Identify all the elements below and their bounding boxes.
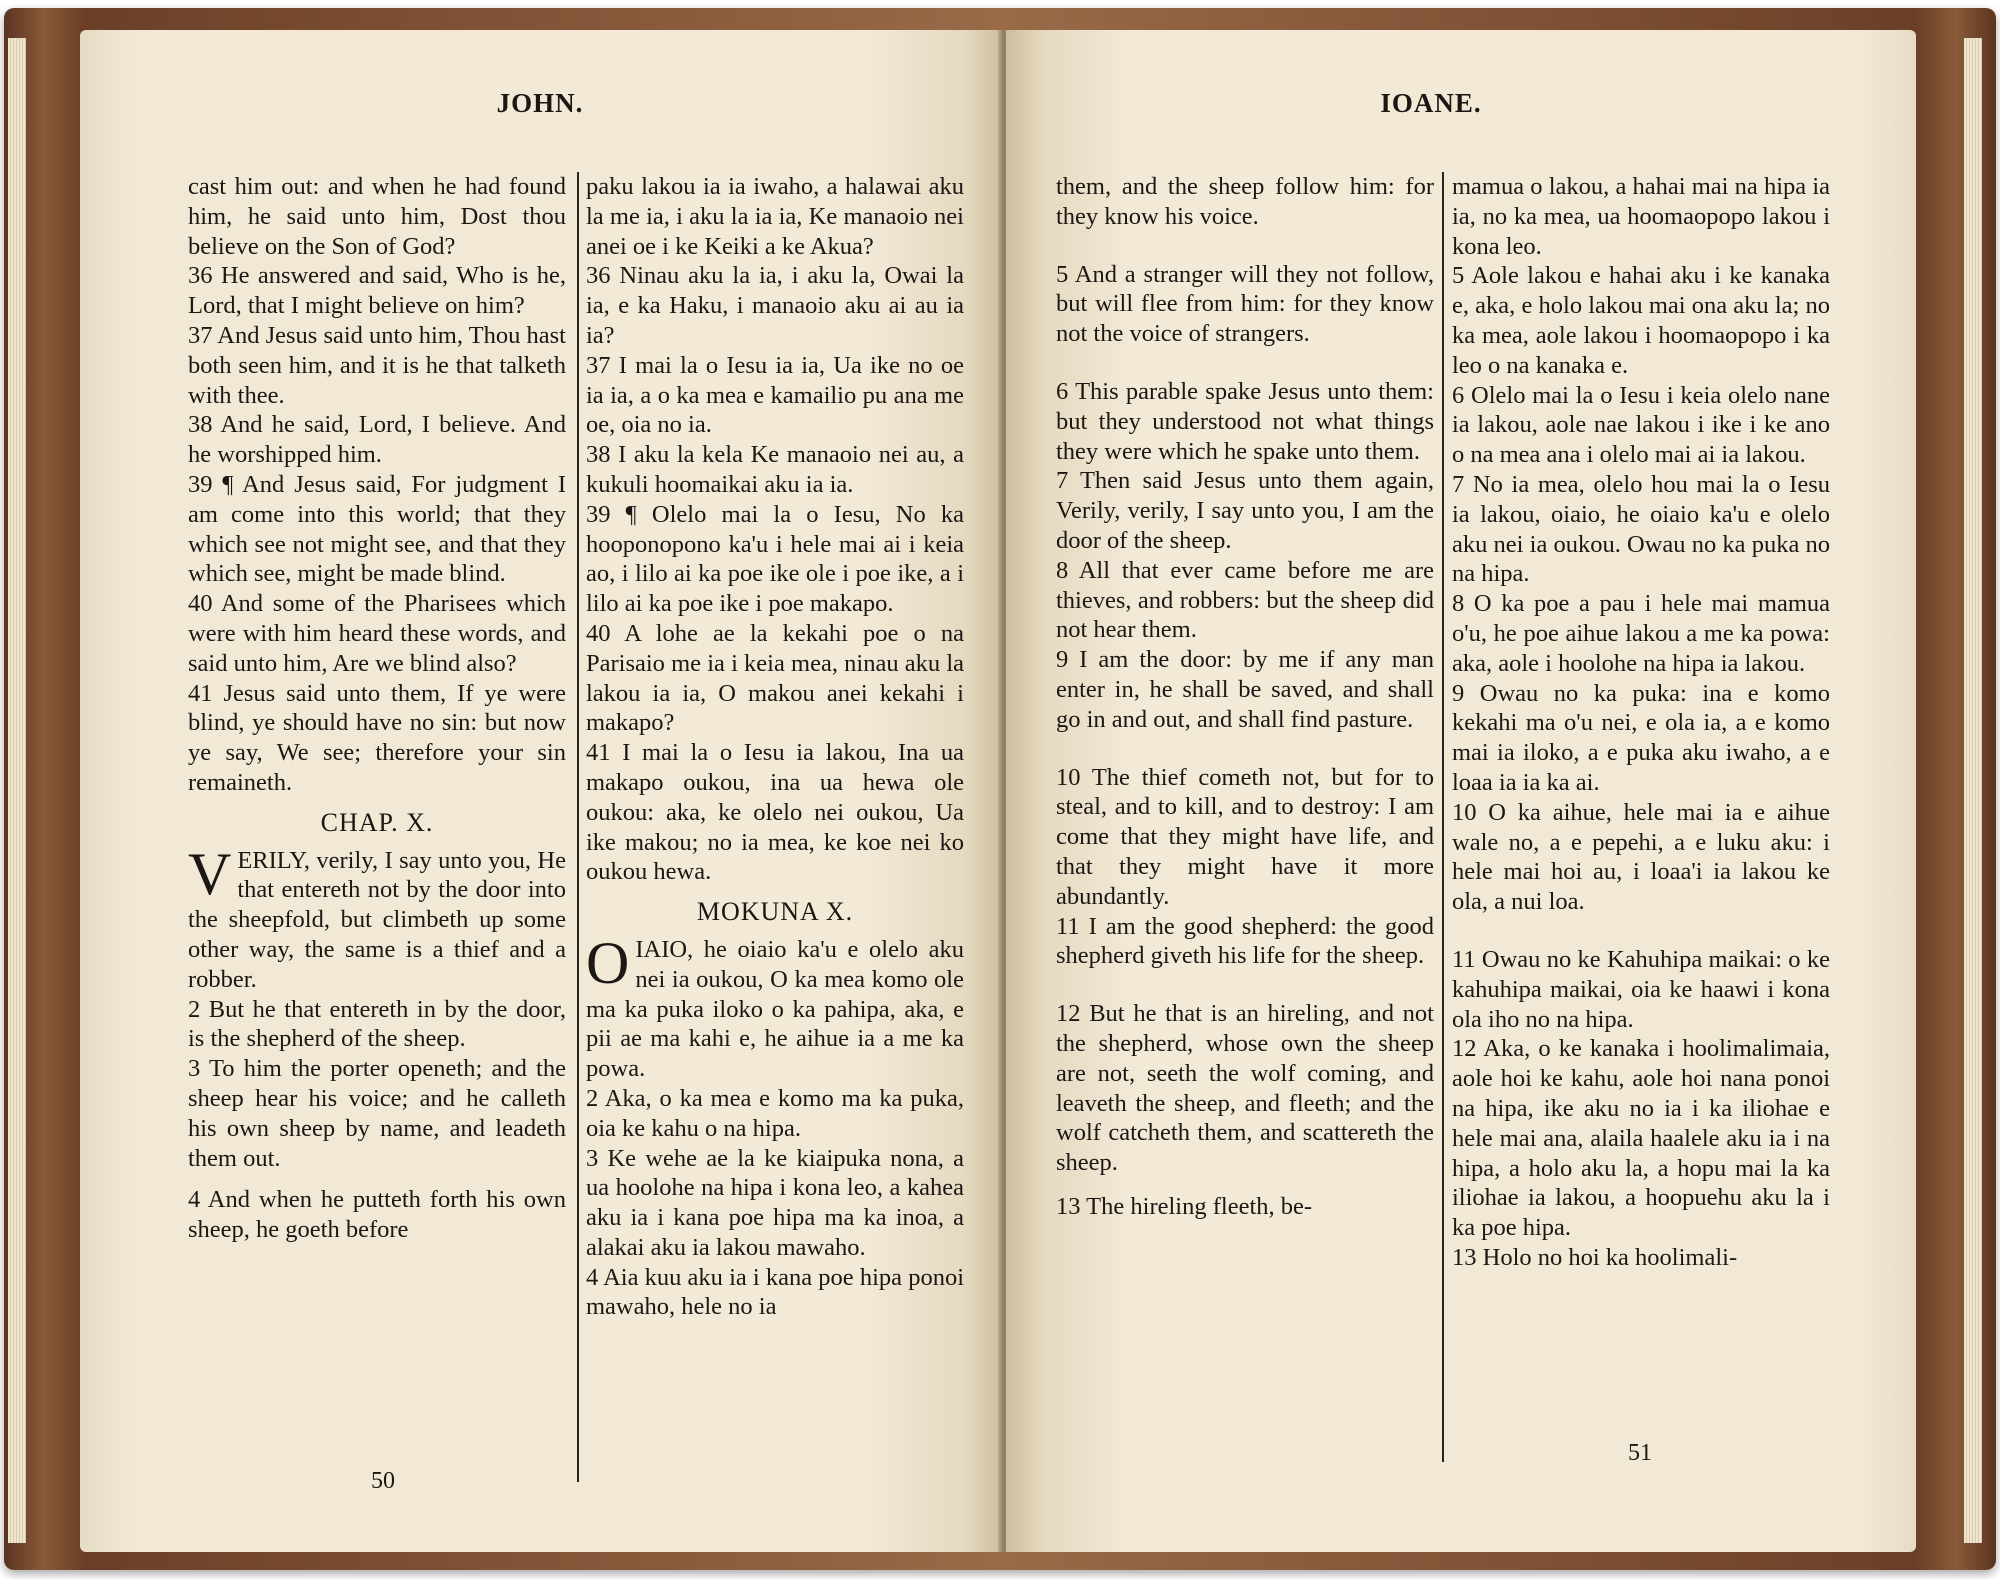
- verse: 41 Jesus said unto them, If ye were blind, ye should have no sin: but now ye say, We see; therefore your sin remaineth.: [188, 679, 566, 796]
- verse: 3 Ke wehe ae la ke kiaipuka nona, a ua hoolohe na hipa i kona leo, a kahea aku ia i kana poe hipa ma ka inoa, a alakai aku ia lakou mawaho.: [586, 1144, 964, 1261]
- verse: 10 O ka aihue, hele mai ia e aihue wale no, a e pepehi, a e luku aku: i hele mai hoi au, i loaa'i ia lakou ke ola, a nui loa.: [1452, 798, 1830, 916]
- drop-cap: V: [188, 840, 232, 907]
- verse: 41 I mai la o Iesu ia lakou, Ina ua makapo oukou, ina ua hewa ole oukou: aka, ke olelo nei oukou, Ua ike makou; no ia mea, ke koe nei ko oukou hewa.: [586, 739, 964, 886]
- chapter-heading: MOKUNA X.: [696, 897, 854, 927]
- column-rule: [1442, 172, 1444, 1462]
- verse: 40 And some of the Pharisees which were with him heard these words, and said unto him, Are we blind also?: [188, 590, 566, 677]
- book-spread: [4, 8, 1996, 1570]
- verse: 6 Olelo mai la o Iesu i keia olelo nane ia lakou, aole nae lakou i ike i ke ano o na mea ana i olelo mai ai ia lakou.: [1452, 381, 1830, 469]
- left-page: [80, 30, 1002, 1552]
- page-edges-left: [8, 38, 26, 1543]
- verse-text: ERILY, verily, I say unto you, He that entereth not by the door into the sheepfold, but climbeth up some other way, the same is a thief and a robber.: [188, 846, 566, 993]
- drop-cap: O: [586, 929, 630, 996]
- verse: 40 A lohe ae la kekahi poe o na Parisaio me ia i keia mea, ninau aku la lakou ia ia, O makou anei kekahi i makapo?: [586, 619, 964, 737]
- verse: 8 All that ever came before me are thieves, and robbers: but the sheep did not hear them.: [1056, 556, 1434, 644]
- verse: 9 Owau no ka puka: ina e komo kekahi ma o'u nei, e ola ia, a e komo mai ia iloko, a e puka aku iwaho, a e loaa ia ia ka ai.: [1452, 679, 1830, 796]
- verse: 11 I am the good shepherd: the good shepherd giveth his life for the sheep.: [1056, 912, 1434, 970]
- verse: mamua o lakou, a hahai mai na hipa ia ia, no ka mea, ua hoomaopopo lakou i kona leo.: [1452, 173, 1830, 260]
- verse: [188, 840, 566, 995]
- verse: 2 But he that entereth in by the door, is the shepherd of the sheep.: [188, 995, 566, 1053]
- verse: 7 No ia mea, olelo hou mai la o Iesu ia lakou, oiaio, he oiaio ka'u e olelo aku nei ia oukou. Owau no ka puka no na hipa.: [1452, 470, 1830, 588]
- page-edges-right: [1964, 38, 1982, 1543]
- verse: 5 And a stranger will they not follow, but will flee from him: for they know not the voice of strangers.: [1056, 260, 1434, 348]
- verse: 10 The thief cometh not, but for to steal, and to kill, and to destroy: I am come that they might have life, and that they might have it more abundantly.: [1056, 763, 1434, 910]
- left-hawaiian-column: [586, 172, 964, 1322]
- verse: cast him out: and when he had found him, he said unto him, Dost thou believe on the Son of God?: [188, 173, 566, 260]
- verse: 4 Aia kuu aku ia i kana poe hipa ponoi mawaho, hele no ia: [586, 1263, 964, 1321]
- verse: paku lakou ia ia iwaho, a halawai aku la me ia, i aku la ia ia, Ke manaoio nei anei oe i ke Keiki a ke Akua?: [586, 173, 964, 260]
- verse: 37 And Jesus said unto him, Thou hast both seen him, and it is he that talketh with thee.: [188, 321, 566, 409]
- right-english-column: [1056, 172, 1434, 1222]
- verse: 12 Aka, o ke kanaka i hoolimalimaia, aole hoi ke kahu, aole hoi nana ponoi na hipa, ike aku no ia i ka iliohae e hele mai ana, alaila haalele aku ia i na hipa, a holo aku la, a hopu mai la ka iliohae ia lakou, a hoopuehu aku la i ka poe hipa.: [1452, 1035, 1830, 1242]
- left-english-column: [188, 172, 566, 1245]
- verse-text: IAIO, he oiaio ka'u e olelo aku nei ia oukou, O ka mea komo ole ma ka puka iloko o ka pahipa, aka, e pii ae ma kahi e, he aihue ia a me ka powa.: [586, 935, 964, 1083]
- verse: 11 Owau no ke Kahuhipa maikai: o ke kahuhipa maikai, oia ke haawi i kona ola iho no na hipa.: [1452, 945, 1830, 1033]
- page-number: 50: [371, 1468, 395, 1494]
- verse: 6 This parable spake Jesus unto them: but they understood not what things they were which he spake unto them.: [1056, 377, 1434, 465]
- verse: 5 Aole lakou e hahai aku i ke kanaka e, aka, e holo lakou mai ona aku la; no ka mea, aole lakou i hoomaopopo i ka leo o na kanaka e.: [1452, 262, 1830, 379]
- verse: 8 O ka poe a pau i hele mai mamua o'u, he poe aihue lakou a me ka powa: aka, aole i hoolohe na hipa ia lakou.: [1452, 590, 1830, 677]
- verse: them, and the sheep follow him: for they know his voice.: [1056, 173, 1434, 230]
- verse: 4 And when he putteth forth his own sheep, he goeth before: [188, 1186, 566, 1244]
- verse: 38 I aku la kela Ke manaoio nei au, a kukuli hoomaikai aku ia ia.: [586, 441, 964, 498]
- verse: 2 Aka, o ka mea e komo ma ka puka, oia ke kahu o na hipa.: [586, 1084, 964, 1142]
- verse: 39 ¶ Olelo mai la o Iesu, No ka hooponopono ka'u i hele mai ai i keia ao, i lilo ai ka poe ike ole i poe ike, a i lilo ai ka poe ike i poe makapo.: [586, 500, 964, 618]
- right-hawaiian-column: [1452, 172, 1830, 1273]
- verse: 36 He answered and said, Who is he, Lord, that I might believe on him?: [188, 262, 566, 320]
- verse: 3 To him the porter openeth; and the sheep hear his voice; and he calleth his own sheep by name, and leadeth them out.: [188, 1055, 566, 1172]
- left-running-head: JOHN.: [496, 88, 584, 118]
- verse: 7 Then said Jesus unto them again, Verily, verily, I say unto you, I am the door of the sheep.: [1056, 467, 1434, 554]
- verse: 37 I mai la o Iesu ia ia, Ua ike no oe ia ia, a o ka mea e kamailio pu ana me oe, oia no ia.: [586, 351, 964, 439]
- verse: 13 The hireling fleeth, be-: [1056, 1192, 1313, 1220]
- right-page: [1006, 30, 1916, 1552]
- column-rule: [577, 172, 579, 1482]
- verse: 12 But he that is an hireling, and not the shepherd, whose own the sheep are not, seeth the wolf coming, and leaveth the sheep, and fleeth; and the wolf catcheth them, and scattereth the sheep.: [1056, 1000, 1434, 1177]
- verse: 38 And he said, Lord, I believe. And he worshipped him.: [188, 411, 566, 469]
- page-number: 51: [1628, 1440, 1652, 1466]
- verse: 13 Holo no hoi ka hoolimali-: [1452, 1243, 1738, 1271]
- chapter-heading: CHAP. X.: [320, 807, 434, 837]
- verse: [586, 929, 964, 1084]
- right-running-head: IOANE.: [1380, 88, 1482, 118]
- verse: 36 Ninau aku la ia, i aku la, Owai la ia, e ka Haku, i manaoio aku ai au ia ia?: [586, 262, 964, 349]
- verse: 39 ¶ And Jesus said, For judgment I am come into this world; that they which see not might see, and that they which see, might be made blind.: [188, 470, 566, 588]
- verse: 9 I am the door: by me if any man enter in, he shall be saved, and shall go in and out, and shall find pasture.: [1056, 646, 1434, 733]
